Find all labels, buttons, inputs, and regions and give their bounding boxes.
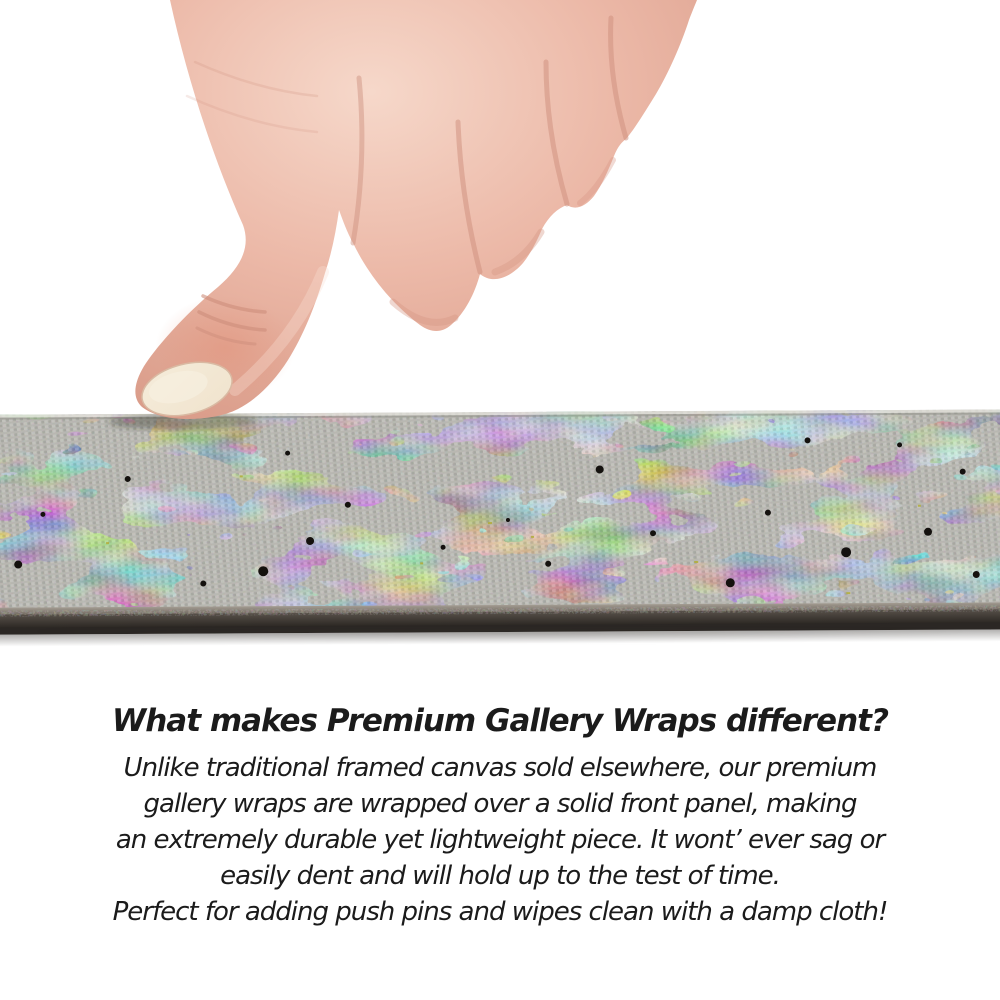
body-text-line: easily dent and will hold up to the test of time. — [220, 861, 780, 891]
body-text-line: Perfect for adding push pins and wipes clean with a damp cloth! — [112, 897, 888, 927]
canvas-drop-shadow — [0, 630, 1000, 646]
hand-photo — [75, 0, 715, 430]
section-heading: What makes Premium Gallery Wraps different? — [112, 703, 888, 739]
info-section — [0, 698, 1000, 930]
canvas-strip — [0, 409, 1000, 646]
body-text-line: gallery wraps are wrapped over a solid front panel, making — [143, 789, 857, 819]
body-text-line: Unlike traditional framed canvas sold elsewhere, our premium — [123, 753, 877, 783]
body-text-line: an extremely durable yet lightweight piece. It wont’ ever sag or — [115, 825, 885, 855]
hand-image — [75, 0, 715, 430]
canvas-texture-image — [0, 409, 1000, 646]
